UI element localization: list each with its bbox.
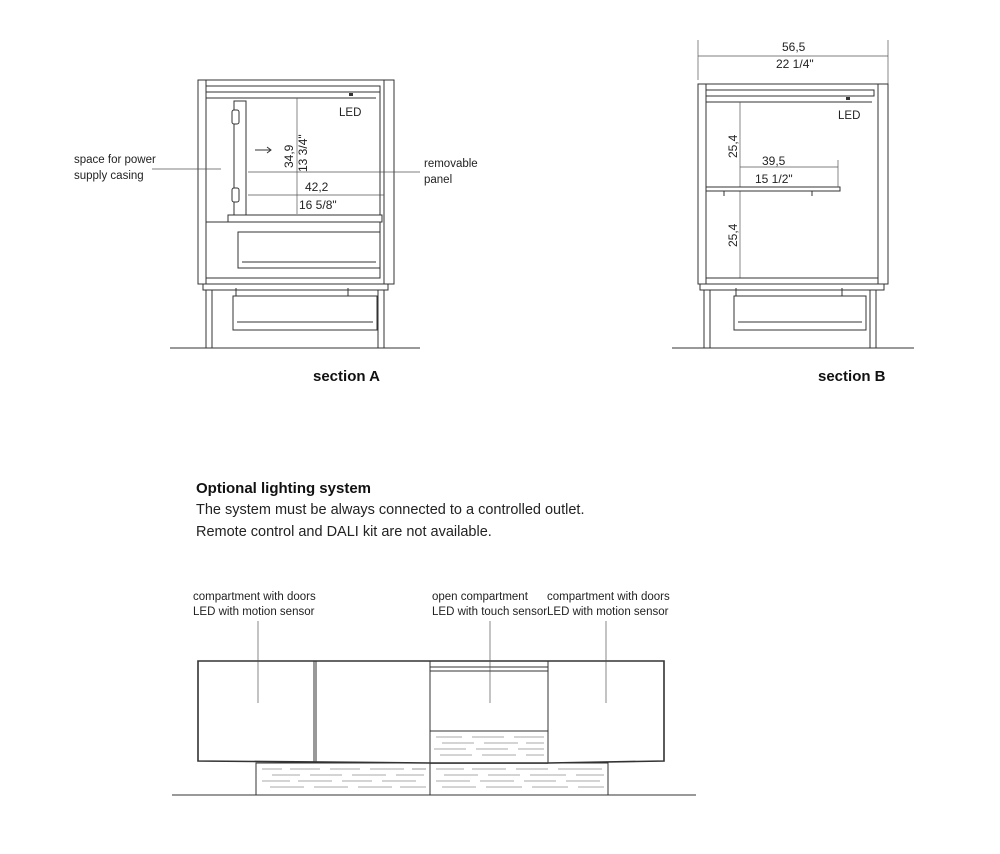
lighting-title: Optional lighting system <box>196 480 372 497</box>
lighting-line-2: Remote control and DALI kit are not available. <box>196 524 492 540</box>
left-compartment-label-line1: compartment with doors <box>193 591 316 603</box>
middle-compartment-label-line2: LED with touch sensor <box>432 606 548 618</box>
section-a-height-in: 13 3/4" <box>296 134 310 172</box>
section-a-drawing <box>152 80 420 348</box>
section-b-upper-height: 25,4 <box>726 134 740 158</box>
section-b-width-cm: 56,5 <box>782 40 806 54</box>
section-a-depth-cm: 42,2 <box>305 180 329 194</box>
right-compartment-label-line2: LED with motion sensor <box>547 606 669 618</box>
section-a-caption: section A <box>313 368 380 385</box>
left-compartment-label-line2: LED with motion sensor <box>193 606 315 618</box>
middle-compartment-label-line1: open compartment <box>432 591 528 603</box>
section-b-shelf-depth-cm: 39,5 <box>762 154 786 168</box>
section-b-lower-height: 25,4 <box>726 223 740 247</box>
section-b-shelf-depth-in: 15 1/2" <box>755 172 793 186</box>
removable-panel-label-line2: panel <box>424 174 453 186</box>
section-b-caption: section B <box>818 368 886 385</box>
lighting-line-1: The system must be always connected to a controlled outlet. <box>196 502 585 518</box>
power-supply-label-line2: supply casing <box>74 170 144 182</box>
section-b-drawing <box>672 40 914 348</box>
right-compartment-label-line1: compartment with doors <box>547 591 670 603</box>
section-a-depth-in: 16 5/8" <box>299 198 337 212</box>
section-b-led-label: LED <box>838 110 861 122</box>
section-a-height-cm: 34,9 <box>282 144 296 168</box>
power-supply-label-line1: space for power <box>74 154 156 166</box>
front-view-drawing <box>172 621 696 795</box>
section-a-led-label: LED <box>339 107 362 119</box>
section-b-width-in: 22 1/4" <box>776 57 814 71</box>
removable-panel-label-line1: removable <box>424 158 478 170</box>
